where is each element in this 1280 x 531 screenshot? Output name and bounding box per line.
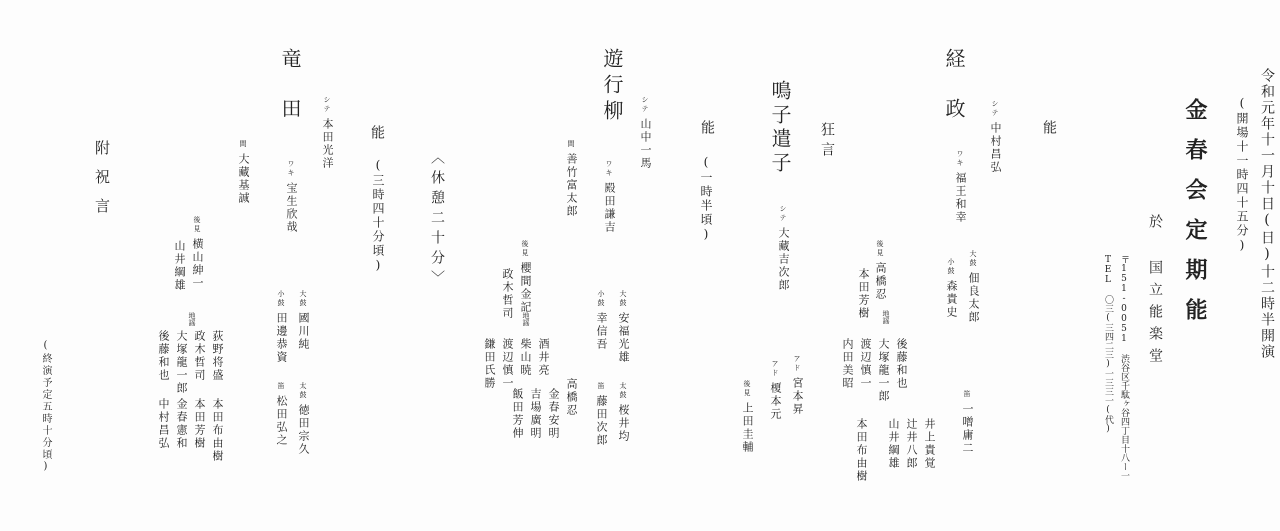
noh2-jiutai-3: 渡辺慎一 <box>501 338 514 390</box>
noh2-jiutai-4: 鎌田氏勝 <box>483 338 496 390</box>
kyogen-ado-2: アド榎本元 <box>769 360 782 421</box>
noh3-kouken-1: 後見横山紳一 <box>191 216 204 290</box>
noh2-ai: 間善竹富太郎 <box>565 140 578 218</box>
noh1-jiutai-4: 内田美昭 <box>841 338 854 390</box>
noh2-kouken-2: 政木哲司 <box>501 268 514 320</box>
kyogen-label: 狂言 <box>819 122 835 162</box>
noh3-jiutai-4: 後藤和也 <box>157 330 170 382</box>
noh3-ai: 間大藏基誠 <box>237 140 250 205</box>
noh3-jiutai-2: 政木哲司 <box>193 330 206 382</box>
noh3-time: (三時四十分頃) <box>371 158 385 274</box>
noh2-shite: シテ山中一馬 <box>639 96 652 170</box>
noh2-jiutai-label: 地謡 <box>522 312 530 326</box>
noh3-jiutai-8: 中村昌弘 <box>157 398 170 450</box>
noh2-jiutai-6: 金春安明 <box>547 388 560 440</box>
noh3-fue: 笛松田弘之 <box>275 382 288 447</box>
noh1-jiutai-8: 本田布由樹 <box>855 418 868 483</box>
noh2-kouken-1: 後見櫻間金記 <box>519 240 532 314</box>
kyogen-ado-1: アド宮本昇 <box>791 355 804 416</box>
noh3-waki: ワキ宝生欣哉 <box>285 160 298 234</box>
intermission: 〈休憩二十分〉 <box>429 150 445 290</box>
noh2-kotsuzumi: 小鼓幸信吾 <box>595 290 608 351</box>
noh3-jiutai-3: 大塚龍一郎 <box>175 330 188 395</box>
address: 〒151-0051 渋谷区千駄ヶ谷四丁目十八ー一 <box>1119 255 1129 480</box>
noh1-jiutai-6: 辻井八郎 <box>905 418 918 470</box>
noh3-kouken-2: 山井綱雄 <box>173 240 186 292</box>
noh3-label: 能 <box>369 125 385 145</box>
noh1-kouken-1: 後見高橋忍 <box>874 240 887 301</box>
noh3-jiutai-1: 荻野将盛 <box>211 330 224 382</box>
noh2-jiutai-7: 吉場廣明 <box>529 388 542 440</box>
noh1-jiutai-5: 井上貴覚 <box>923 418 936 470</box>
noh2-jiutai-8: 飯田芳伸 <box>511 388 524 440</box>
noh2-title: 遊行柳 <box>600 48 624 126</box>
noh2-taiko: 太鼓桜井均 <box>617 382 630 443</box>
noh2-otsuzumi: 大鼓安福光雄 <box>617 290 630 364</box>
noh2-waki: ワキ殿田謙吉 <box>603 160 616 234</box>
kyogen-shite: シテ大藏吉次郎 <box>777 205 790 292</box>
noh3-jiutai-6: 本田芳樹 <box>193 398 206 450</box>
kyogen-kouken: 後見上田圭輔 <box>741 380 754 454</box>
noh2-jiutai-2: 柴山暁 <box>519 338 532 377</box>
shugen: 附祝言 <box>93 140 111 227</box>
noh2-jiutai-1: 酒井亮 <box>537 338 550 377</box>
noh1-waki: ワキ福王和幸 <box>954 150 967 224</box>
noh1-jiutai-1: 後藤和也 <box>895 338 908 390</box>
noh1-jiutai-2: 大塚龍一郎 <box>877 338 890 403</box>
telephone: TEL 〇三(三四二三)一三三一(代) <box>1103 255 1113 434</box>
noh1-label: 能 <box>1041 120 1057 140</box>
noh3-title: 竜田 <box>278 48 302 148</box>
noh3-taiko: 太鼓徳田宗久 <box>297 382 310 456</box>
noh3-otsuzumi: 大鼓國川純 <box>297 290 310 351</box>
noh1-jiutai-label: 地謡 <box>882 310 890 324</box>
noh1-title: 経政 <box>942 48 966 148</box>
noh3-jiutai-7: 金春憲和 <box>175 398 188 450</box>
event-title: 金春会定期能 <box>1182 98 1208 338</box>
noh3-jiutai-5: 本田布由樹 <box>211 398 224 463</box>
opening-time: (開場十一時四十五分) <box>1235 96 1249 254</box>
kyogen-title: 鳴子遣子 <box>768 80 792 176</box>
noh2-label: 能 <box>699 120 715 140</box>
noh1-otsuzumi: 大鼓佃良太郎 <box>967 250 980 324</box>
noh2-jiutai-5: 高橋忍 <box>565 378 578 417</box>
performance-date: 令和元年十一月十日(日)十二時半開演 <box>1259 68 1275 360</box>
noh2-fue: 笛藤田次郎 <box>595 382 608 447</box>
noh3-jiutai-label: 地謡 <box>188 312 196 326</box>
noh1-shite: シテ中村昌弘 <box>989 100 1002 174</box>
end-time: (終演予定五時十分頃) <box>40 340 51 474</box>
noh1-fue: 笛一噌庸二 <box>961 390 974 455</box>
noh1-jiutai-7: 山井綱雄 <box>887 418 900 470</box>
noh1-jiutai-3: 渡辺慎一 <box>859 338 872 390</box>
venue: 於 国立能楽堂 <box>1147 214 1163 370</box>
noh1-kouken-2: 本田芳樹 <box>857 268 870 320</box>
noh1-kotsuzumi: 小鼓森貴史 <box>945 258 958 319</box>
noh3-shite: シテ本田光洋 <box>321 96 334 170</box>
noh3-kotsuzumi: 小鼓田邊恭資 <box>275 290 288 364</box>
noh2-time: (一時半頃) <box>699 155 713 243</box>
